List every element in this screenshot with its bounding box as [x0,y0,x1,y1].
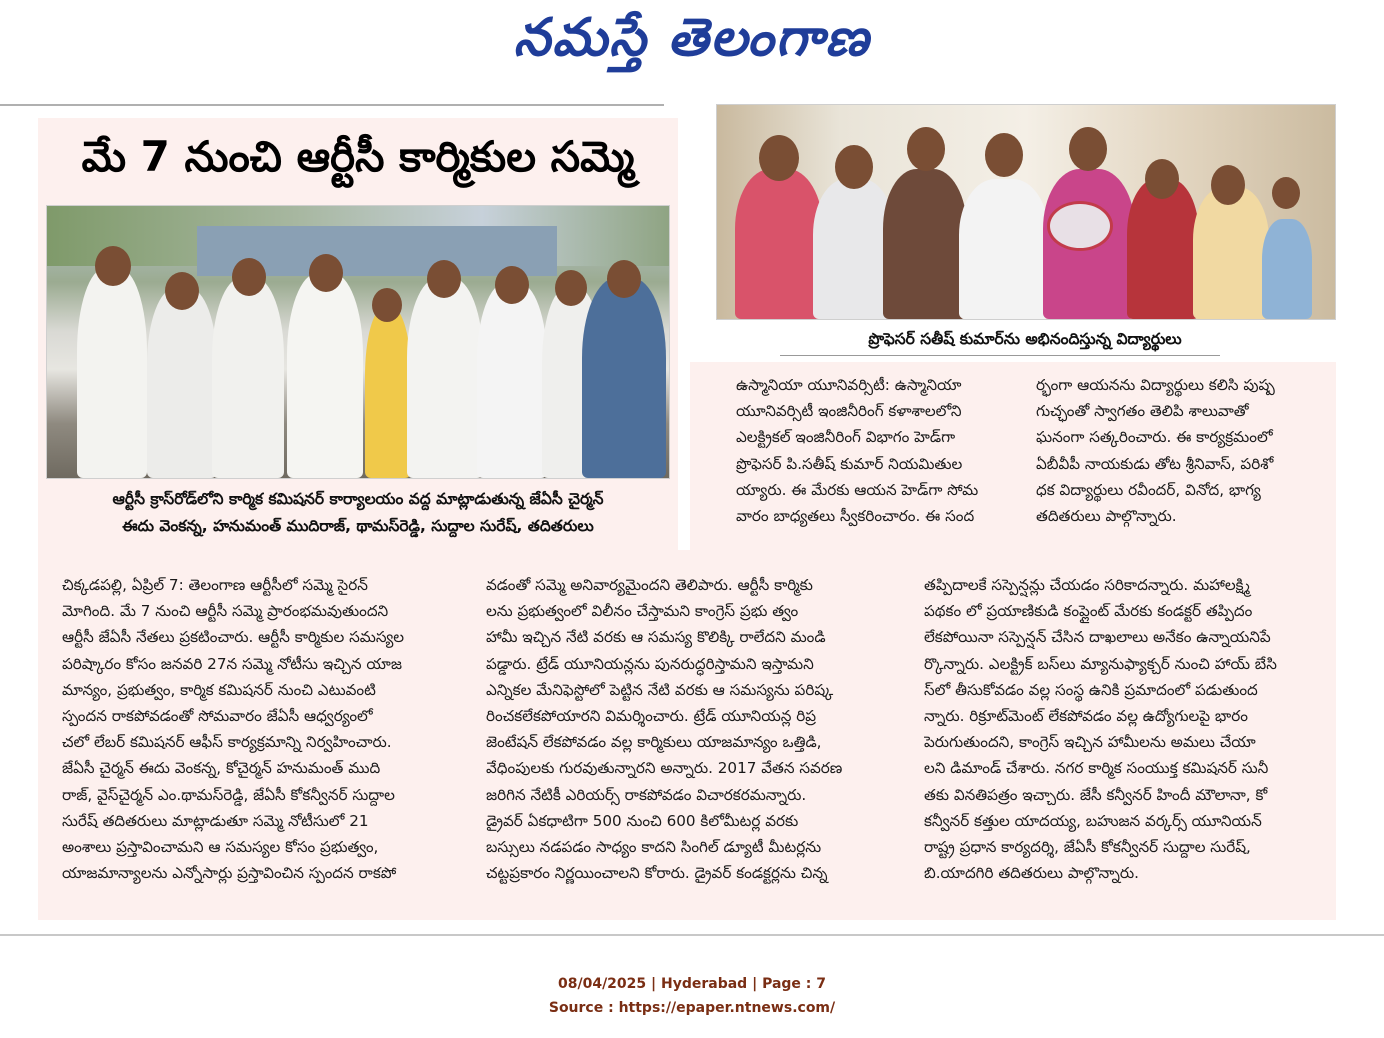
text-line: చలో లేబర్ కమిషనర్ ఆఫీస్ కార్యక్రమాన్ని నిర్వహించారు. [62,733,392,752]
masthead-divider [0,104,664,106]
main-photo-caption [44,486,672,540]
text-line: హామీ ఇచ్చిన నేటి వరకు ఆ సమస్య కొలిక్కి రాలేదని మండి [486,628,826,647]
text-line: ప్రొఫెసర్ పి.సతీష్ కుమార్ నియమితుల [736,454,963,473]
text-line: గుచ్ఛంతో స్వాగతం తెలిపి శాలువాతో [1036,402,1249,421]
main-photo-caption-line-1: ఆర్టీసీ క్రాస్‌రోడ్‌లోని కార్మిక కమిషనర్ కార్యాలయం వద్ద మాట్లాడుతున్న జేఏసీ చైర్మన్ [112,490,604,508]
text-line: లను ప్రభుత్వంలో విలీనం చేస్తామని కాంగ్రెస్ ప్రభు త్వం [486,602,799,621]
text-line: పరిష్కారం కోసం జనవరి 27న సమ్మె నోటీసు ఇచ్చిన యాజ [62,654,402,673]
text-line: రించకలేకపోయారని విమర్శించారు. ట్రేడ్ యూనియన్ల రిప్ర [486,707,817,726]
text-line: తదితరులు పాల్గొన్నారు. [1036,507,1177,526]
text-line: అంశాలు ప్రస్తావించామని ఆ సమస్యల కోసం ప్రభుత్వం, [62,838,379,857]
text-line: ర్కొన్నారు. ఎలక్ట్రిక్ బస్‌లు మ్యానుఫ్యాక్చర్ నుంచి హాయ్ బేసి [924,654,1277,673]
main-story-column-1 [62,572,464,886]
text-line: చిక్కడపల్లి, ఏప్రిల్ 7: తెలంగాణ ఆర్టీసీలో సమ్మె సైరన్ [62,576,368,594]
text-line: తప్పిదాలకే సస్పెన్షన్లు చేయడం సరికాదన్నారు. మహాలక్ష్మి [924,576,1250,594]
text-line: లేకపోయినా సస్పెన్షన్ చేసిన దాఖలాలు అనేకం ఉన్నాయనిపే [924,628,1271,647]
text-line: ఉస్మానియా యూనివర్సిటీ: ఉస్మానియా [736,376,962,394]
text-line: వడంతో సమ్మె అనివార్యమైందని తెలిపారు. ఆర్టీసీ కార్మికు [486,576,813,594]
text-line: తకు వినతిపత్రం ఇచ్చారు. జేసీ కన్వీనర్ హిందీ మౌలానా, కో [924,785,1268,804]
main-story-column-2 [486,572,898,886]
side-caption-underline [780,355,1220,356]
footer-date-line: 08/04/2025 | Hyderabad | Page : 7 [557,976,827,992]
side-photo-caption: ప్రొఫెసర్ సతీష్ కుమార్‌ను అభినందిస్తున్న విద్యార్థులు [868,330,1182,348]
text-line: య్యారు. ఈ మేరకు ఆయన హెడ్‌గా సోమ [736,480,979,499]
text-line: ర్భంగా ఆయనను విద్యార్థులు కలిసి పుష్ప [1036,376,1275,394]
text-line: యూనివర్సిటీ ఇంజినీరింగ్ కళాశాలలోని [736,402,962,421]
text-line: బి.యాదగిరి తదితరులు పాల్గొన్నారు. [924,864,1139,883]
side-story-column-2 [1036,372,1326,529]
text-line: న్నారు. రిక్రూట్‌మెంట్ లేకపోవడం వల్ల ఉద్యోగులపై భారం [924,707,1248,726]
text-line: రాష్ట్ర ప్రధాన కార్యదర్శి, జేఏసీ కోకన్వీనర్ సుద్దాల సురేష్, [924,838,1251,857]
text-line: పథకం లో ప్రయాణికుడి కంప్లైంట్ మేరకు కండక్టర్ తప్పిదం [924,602,1253,621]
text-line: వారం బాధ్యతలు స్వీకరించారం. ఈ సంద [736,507,975,526]
text-line: సురేష్ తదితరులు మాట్లాడుతూ సమ్మె నోటీసులో 21 [62,811,369,830]
text-line: రాజ్, వైస్‌చైర్మన్ ఎం.థామస్‌రెడ్డి, జేఏసీ కోకన్వీనర్ సుద్దాల [62,785,395,804]
masthead [0,8,1384,80]
main-story-column-3 [924,572,1326,886]
main-story-photo [46,205,670,479]
side-story-photo [716,104,1336,320]
text-line: చట్టప్రకారం నిర్ణయించాలని కోరారు. డ్రైవర్ కండక్టర్లను చిన్న [486,864,828,883]
text-line: బస్సులు నడపడం సాధ్యం కాదని సింగిల్ డ్యూటీ మీటర్లను [486,838,822,857]
text-line: వేధింపులకు గురవుతున్నారని అన్నారు. 2017 వేతన సవరణ [486,759,843,778]
text-line: మాన్యం, ప్రభుత్వం, కార్మిక కమిషనర్ నుంచి ఎటువంటి [62,680,376,699]
text-line: పడ్డారు. ట్రేడ్ యూనియన్లను పునరుద్ధరిస్తామని ఇస్తామని [486,654,814,673]
text-line: ఎన్నికల మేనిఫెస్టోలో పెట్టిన నేటి వరకు ఆ సమస్యను పరిష్క [486,680,834,699]
text-line: ఎలక్ట్రికల్ ఇంజినీరింగ్ విభాగం హెడ్‌గా [736,428,956,447]
text-line: జేఏసీ చైర్మన్ ఈదు వెంకన్న, కోచైర్మన్ హనుమంత్ ముది [62,759,381,778]
main-photo-caption-line-2: ఈదు వెంకన్న, హనుమంత్ ముదిరాజ్, థామస్‌రెడ్డి, సుద్దాల సురేష్, తదితరులు [122,517,594,535]
text-line: కన్వీనర్ కత్తుల యాదయ్య, బహుజన వర్కర్స్ యూనియన్ [924,811,1262,830]
main-headline: మే 7 నుంచి ఆర్టీసీ కార్మికుల సమ్మె [81,132,635,181]
text-line: ఘనంగా సత్కరించారు. ఈ కార్యక్రమంలో [1036,428,1273,447]
text-line: లని డిమాండ్ చేశారు. నగర కార్మిక సంయుక్త కమిషనర్ సునీ [924,759,1269,778]
footer-source-line: Source : https://epaper.ntnews.com/ [548,1000,836,1016]
newspaper-logo: నమస్తే తెలంగాణ [513,7,871,68]
text-line: స్‌లో తీసుకోవడం వల్ల సంస్థ ఉనికి ప్రమాదంలో పడుతుంద [924,680,1258,699]
text-line: ధక విద్యార్థులు రవీందర్, వినోద, భాగ్య [1036,480,1261,499]
text-line: పెరుగుతుందని, కాంగ్రెస్ ఇచ్చిన హామీలను అమలు చేయా [924,733,1256,752]
bottom-divider [0,934,1384,936]
text-line: యాజమాన్యాలను ఎన్నోసార్లు ప్రస్తావించిన స్పందన రాకపో [62,864,397,883]
side-story-column-1 [736,372,1014,529]
text-line: జెంటేషన్ లేకపోవడం వల్ల కార్మికులు యాజమాన్యం ఒత్తిడి, [486,733,822,752]
text-line: ఏబీవీపీ నాయకుడు తోట శ్రీనివాస్, పరిశో [1036,454,1274,473]
text-line: స్పందన రాకపోవడంతో సోమవారం జేఏసీ ఆధ్వర్యంలో [62,707,373,726]
text-line: డ్రైవర్ ఏకధాటిగా 500 నుంచి 600 కిలోమీటర్ల వరకు [486,811,799,830]
text-line: ఆర్టీసీ జేఏసీ నేతలు ప్రకటించారు. ఆర్టీసీ కార్మికుల సమస్యల [62,628,405,647]
text-line: జరిగిన నేటికీ ఎరియర్స్ రాకపోవడం విచారకరమన్నారు. [486,785,807,804]
text-line: మోగింది. మే 7 నుంచి ఆర్టీసీ సమ్మె ప్రారంభమవుతుందని [62,602,389,621]
